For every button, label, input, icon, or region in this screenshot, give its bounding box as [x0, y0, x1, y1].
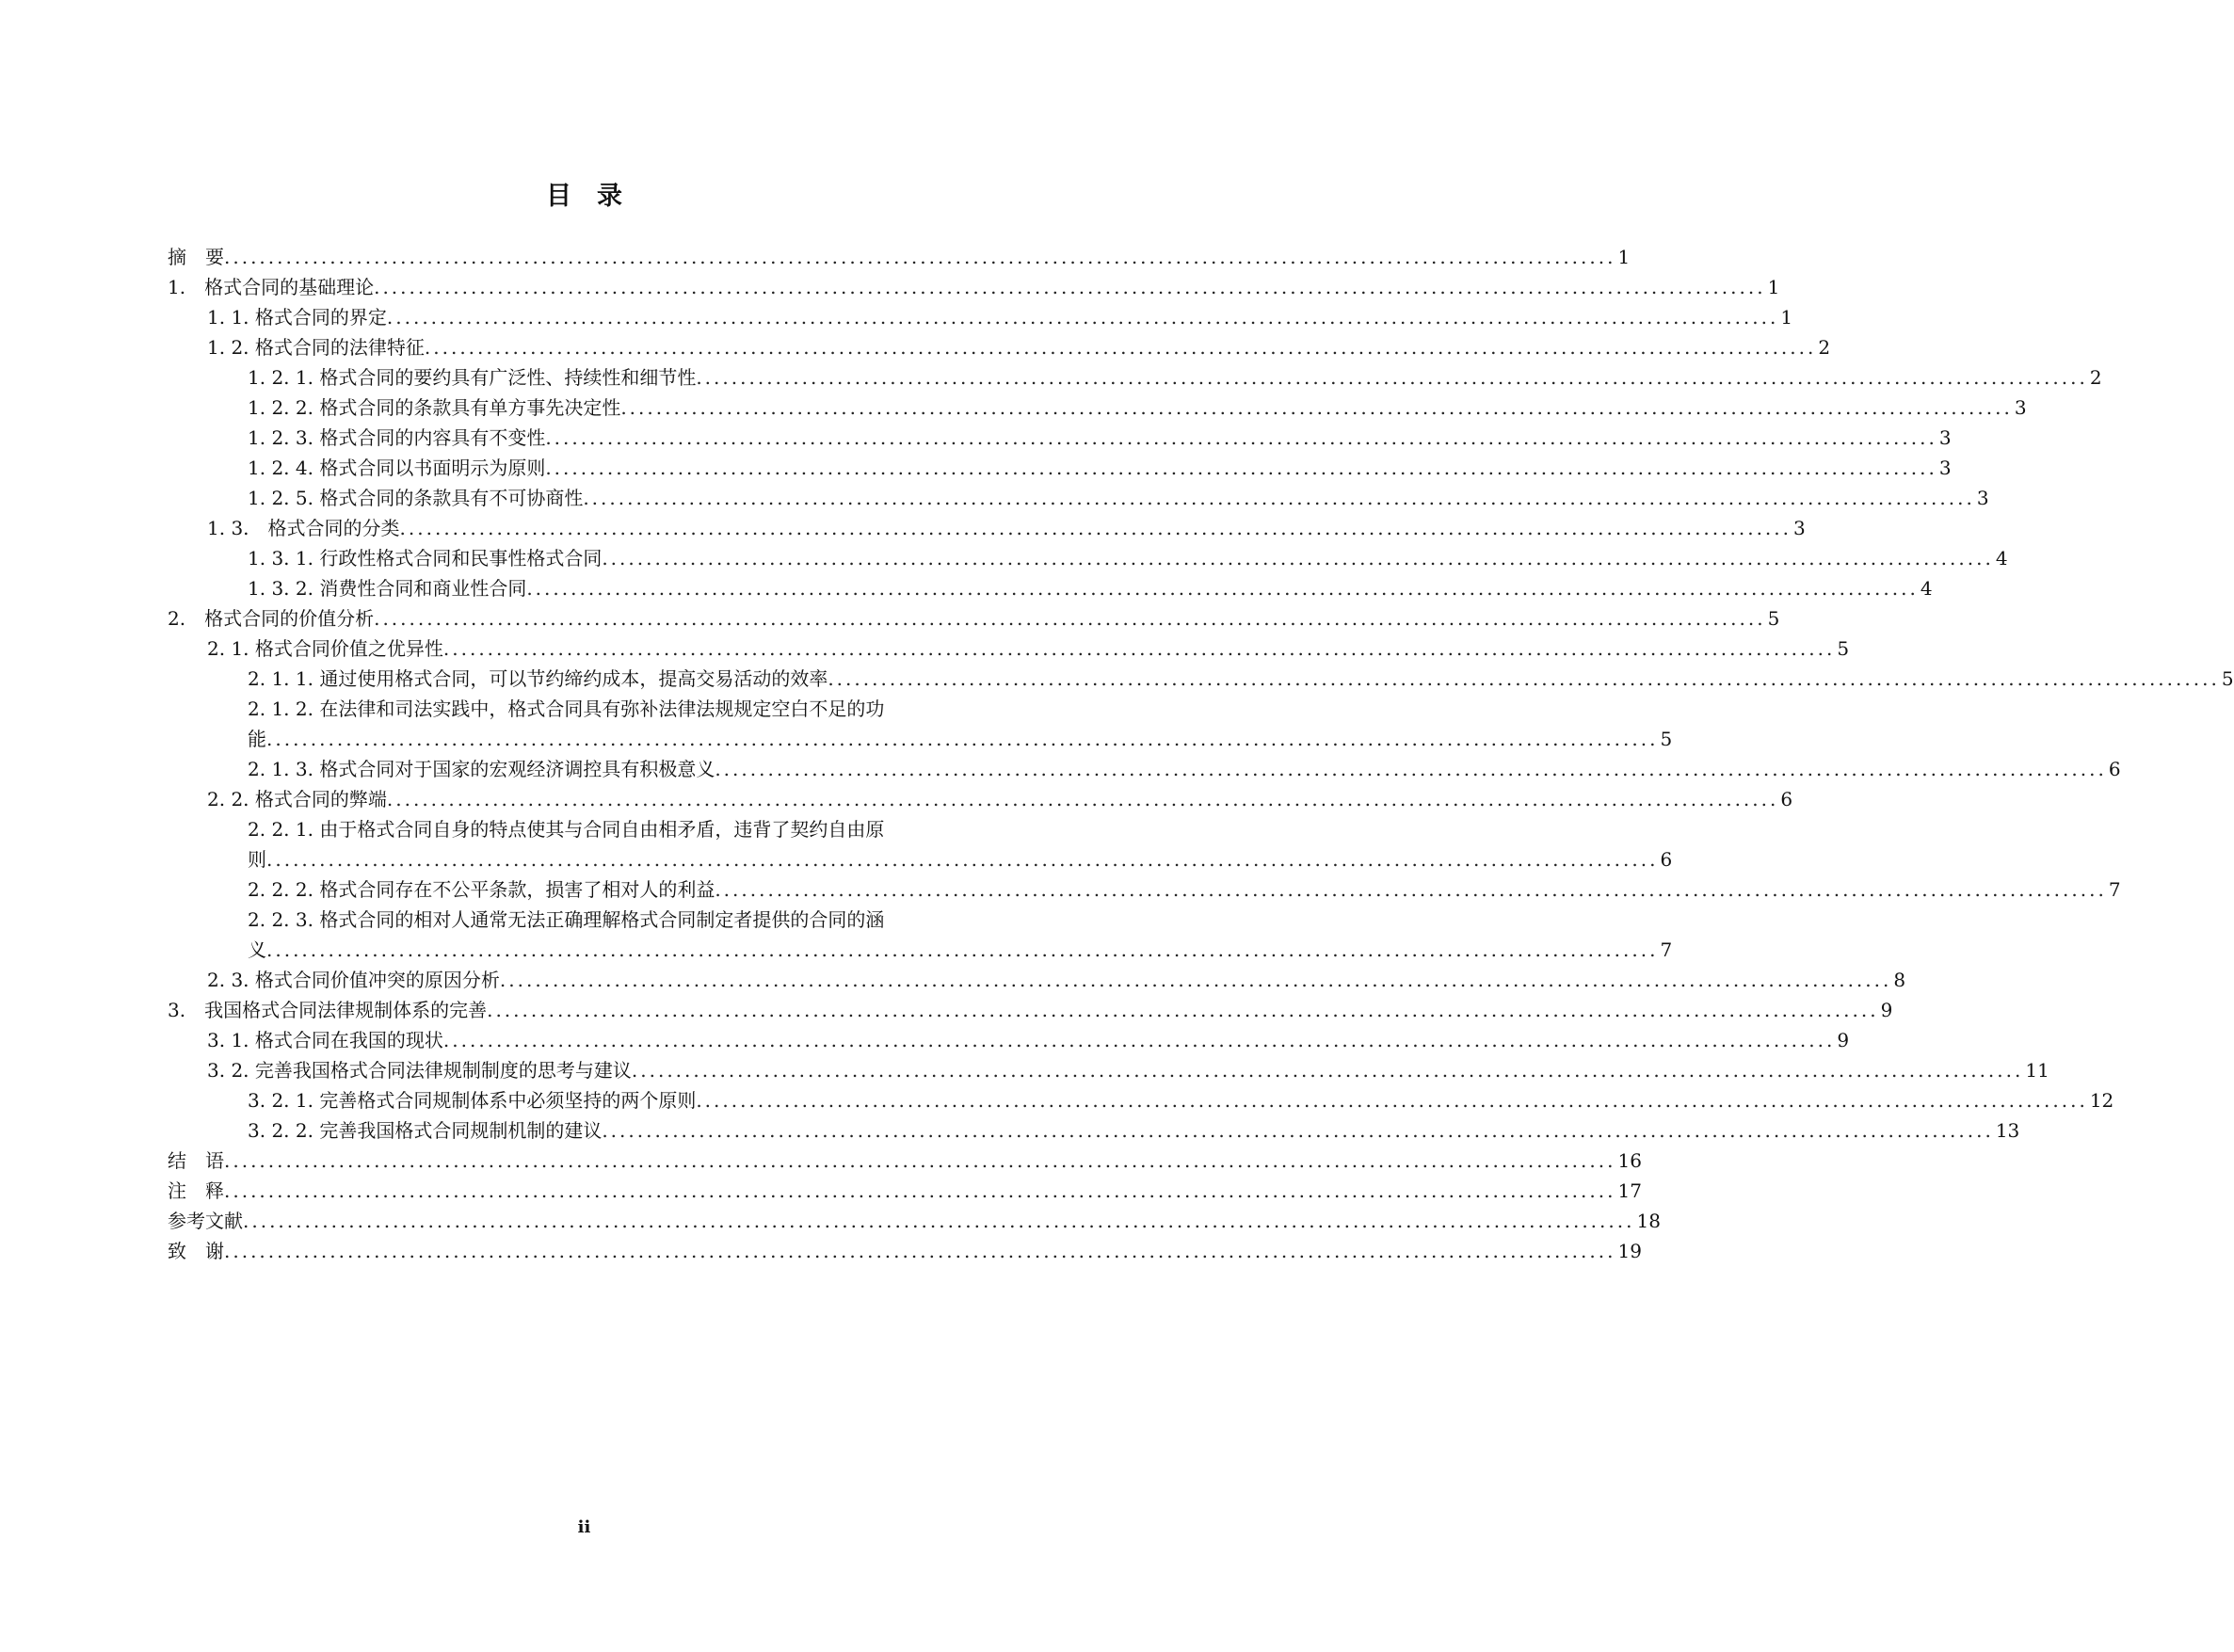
toc-page-number: 17	[1617, 1179, 1642, 1202]
toc-entry-title: 1. 2. 格式合同的法律特征	[207, 336, 425, 359]
toc-entry-title: 1. 2. 5. 格式合同的条款具有不可协商性	[248, 487, 584, 509]
toc-entry-line: 2. 2. 3. 格式合同的相对人通常无法正确理解格式合同制定者提供的合同的涵	[248, 908, 885, 931]
toc-entry[interactable]	[248, 454, 1952, 482]
toc-entry-title: 2. 格式合同的价值分析	[168, 607, 375, 630]
toc-entry-title: 3. 1. 格式合同在我国的现状	[207, 1029, 443, 1051]
toc-entry[interactable]	[168, 1237, 1642, 1265]
toc-page-number: 5	[1660, 728, 1673, 750]
toc-page-number: 8	[1893, 969, 1906, 991]
toc-leader-dots: ..............................................................................................................................................................	[442, 1029, 1836, 1051]
toc-entry-title: 1. 3. 2. 消费性合同和商业性合同	[248, 577, 527, 600]
toc-leader-dots: ..............................................................................................................................................................	[487, 999, 1879, 1021]
toc-entry-title: 3. 2. 1. 完善格式合同规制体系中必须坚持的两个原则	[248, 1089, 697, 1112]
toc-title: 目 录	[546, 182, 622, 211]
toc-page-number: 16	[1617, 1149, 1642, 1172]
toc-leader-dots: ..............................................................................................................................................................	[224, 1149, 1616, 1172]
toc-page-number: 7	[2108, 878, 2121, 901]
toc-leader-dots: ..............................................................................................................................................................	[631, 1059, 2024, 1082]
toc-page-number: 4	[1920, 577, 1933, 600]
toc-entry-title: 1. 2. 4. 格式合同以书面明示为原则	[248, 457, 546, 479]
toc-entry[interactable]	[248, 665, 2234, 693]
toc-entry-line: 2. 2. 1. 由于格式合同自身的特点使其与合同自由相矛盾，违背了契约自由原	[248, 818, 885, 841]
toc-entry[interactable]	[248, 393, 2027, 422]
toc-entry-title: 1. 格式合同的基础理论	[168, 276, 375, 298]
toc-entry-title: 2. 1. 3. 格式合同对于国家的宏观经济调控具有积极意义	[248, 758, 715, 780]
toc-entry-title: 义	[248, 938, 266, 961]
toc-leader-dots: ..............................................................................................................................................................	[424, 336, 1817, 359]
toc-entry[interactable]	[248, 544, 2008, 572]
toc-page-number: 7	[1660, 938, 1673, 961]
toc-leader-dots: ..............................................................................................................................................................	[399, 517, 1792, 539]
toc-entry[interactable]	[207, 966, 1906, 994]
toc-leader-dots: ..............................................................................................................................................................	[374, 607, 1766, 630]
toc-page-number: 18	[1636, 1210, 1661, 1232]
toc-page-number: 3	[1938, 457, 1952, 479]
toc-entry-title: 3. 我国格式合同法律规制体系的完善	[168, 999, 488, 1021]
toc-leader-dots: ..............................................................................................................................................................	[583, 487, 1975, 509]
toc-page-number: 5	[1767, 607, 1780, 630]
toc-page-number: 4	[1995, 547, 2008, 569]
toc-entry-title: 则	[248, 848, 266, 871]
toc-entry-title: 2. 2. 格式合同的弊端	[207, 788, 387, 810]
toc-page-number: 1	[1767, 276, 1780, 298]
toc-entry[interactable]	[248, 875, 2121, 904]
toc-leader-dots: ..............................................................................................................................................................	[545, 426, 1937, 449]
toc-page-number: 11	[2025, 1059, 2049, 1082]
toc-entry[interactable]	[248, 1086, 2114, 1115]
toc-entry[interactable]	[168, 1147, 1642, 1175]
toc-leader-dots: ..............................................................................................................................................................	[224, 1240, 1616, 1262]
toc-entry[interactable]	[168, 1177, 1642, 1205]
toc-entry[interactable]	[248, 363, 2102, 392]
toc-leader-dots: ..............................................................................................................................................................	[386, 306, 1779, 329]
toc-entry[interactable]	[207, 785, 1793, 813]
toc-entry[interactable]	[248, 845, 1673, 874]
toc-leader-dots: ..............................................................................................................................................................	[602, 1119, 1994, 1142]
toc-entry[interactable]	[207, 634, 1850, 663]
toc-leader-dots: ..............................................................................................................................................................	[696, 366, 2088, 389]
toc-page-number: 3	[2014, 396, 2027, 419]
toc-page-number: 9	[1837, 1029, 1850, 1051]
toc-page-number: 13	[1995, 1119, 2020, 1142]
toc-leader-dots: ..............................................................................................................................................................	[545, 457, 1937, 479]
toc-entry-title: 3. 2. 完善我国格式合同法律规制制度的思考与建议	[207, 1059, 632, 1082]
toc-entry[interactable]	[248, 574, 1933, 602]
toc-entry[interactable]	[207, 333, 1831, 361]
toc-entry-title: 3. 2. 2. 完善我国格式合同规制机制的建议	[248, 1119, 603, 1142]
toc-entry-line: 2. 1. 2. 在法律和司法实践中，格式合同具有弥补法律法规规定空白不足的功	[248, 698, 885, 720]
toc-entry[interactable]	[168, 273, 1780, 301]
toc-entry[interactable]	[248, 936, 1673, 964]
toc-leader-dots: ..............................................................................................................................................................	[266, 728, 1659, 750]
toc-entry-title: 能	[248, 728, 266, 750]
toc-entry[interactable]	[168, 996, 1893, 1024]
toc-entry-title: 1. 2. 1. 格式合同的要约具有广泛性、持续性和细节性	[248, 366, 697, 389]
toc-leader-dots: ..............................................................................................................................................................	[696, 1089, 2088, 1112]
toc-page-number: 3	[1976, 487, 1989, 509]
toc-leader-dots: ..............................................................................................................................................................	[224, 246, 1616, 268]
toc-entry-title: 2. 1. 格式合同价值之优异性	[207, 637, 443, 660]
toc-entry-title: 参考文献	[168, 1210, 243, 1232]
toc-leader-dots: ..............................................................................................................................................................	[602, 547, 1994, 569]
toc-leader-dots: ..............................................................................................................................................................	[715, 878, 2107, 901]
toc-entry[interactable]	[168, 604, 1780, 633]
toc-page-number: 12	[2089, 1089, 2114, 1112]
toc-page-number: 6	[2108, 758, 2121, 780]
toc-leader-dots: ..............................................................................................................................................................	[828, 667, 2220, 690]
toc-entry-title: 致 谢	[168, 1240, 224, 1262]
toc-leader-dots: ..............................................................................................................................................................	[526, 577, 1919, 600]
toc-entry[interactable]	[248, 484, 1989, 512]
toc-entry-title: 结 语	[168, 1149, 224, 1172]
toc-leader-dots: ..............................................................................................................................................................	[266, 848, 1659, 871]
toc-entry[interactable]	[168, 1207, 1661, 1235]
toc-leader-dots: ..............................................................................................................................................................	[243, 1210, 1635, 1232]
toc-page-number: 5	[2221, 667, 2234, 690]
toc-page-number: 3	[1793, 517, 1806, 539]
toc-page-number: 6	[1780, 788, 1793, 810]
toc-entry[interactable]	[207, 1056, 2049, 1084]
toc-entry[interactable]	[248, 725, 1673, 753]
toc-leader-dots: ..............................................................................................................................................................	[620, 396, 2013, 419]
toc-entry-title: 1. 2. 3. 格式合同的内容具有不变性	[248, 426, 546, 449]
toc-entry-title: 1. 1. 格式合同的界定	[207, 306, 387, 329]
toc-entry-title: 1. 3. 1. 行政性格式合同和民事性格式合同	[248, 547, 603, 569]
toc-entry-title: 1. 3. 格式合同的分类	[207, 517, 400, 539]
toc-leader-dots: ..............................................................................................................................................................	[499, 969, 1892, 991]
page-number-footer: ii	[577, 1517, 591, 1537]
toc-entry-title: 注 释	[168, 1179, 224, 1202]
toc-leader-dots: ..............................................................................................................................................................	[266, 938, 1659, 961]
toc-leader-dots: ..............................................................................................................................................................	[374, 276, 1766, 298]
toc-leader-dots: ..............................................................................................................................................................	[224, 1179, 1616, 1202]
toc-entry[interactable]	[207, 303, 1793, 331]
toc-page-number: 1	[1617, 246, 1631, 268]
toc-page-number: 2	[2089, 366, 2102, 389]
toc-entry[interactable]	[248, 755, 2121, 783]
toc-page-number: 1	[1780, 306, 1793, 329]
toc-entry[interactable]	[207, 1026, 1850, 1054]
toc-entry-title: 2. 1. 1. 通过使用格式合同，可以节约缔约成本，提高交易活动的效率	[248, 667, 828, 690]
toc-entry[interactable]	[207, 514, 1806, 542]
toc-page-number: 9	[1880, 999, 1893, 1021]
toc-page-number: 6	[1660, 848, 1673, 871]
toc-entry-title: 摘 要	[168, 246, 224, 268]
toc-page-number: 5	[1837, 637, 1850, 660]
toc-leader-dots: ..............................................................................................................................................................	[386, 788, 1779, 810]
toc-leader-dots: ..............................................................................................................................................................	[715, 758, 2107, 780]
toc-page-number: 2	[1818, 336, 1831, 359]
toc-leader-dots: ..............................................................................................................................................................	[442, 637, 1836, 660]
toc-page-number: 19	[1617, 1240, 1642, 1262]
toc-page-number: 3	[1938, 426, 1952, 449]
toc-entry[interactable]	[168, 243, 1631, 271]
toc-entry-title: 1. 2. 2. 格式合同的条款具有单方事先决定性	[248, 396, 621, 419]
toc-entry-title: 2. 2. 2. 格式合同存在不公平条款，损害了相对人的利益	[248, 878, 715, 901]
toc-entry-title: 2. 3. 格式合同价值冲突的原因分析	[207, 969, 500, 991]
toc-entry[interactable]	[248, 424, 1952, 452]
toc-entry[interactable]	[248, 1116, 2020, 1145]
